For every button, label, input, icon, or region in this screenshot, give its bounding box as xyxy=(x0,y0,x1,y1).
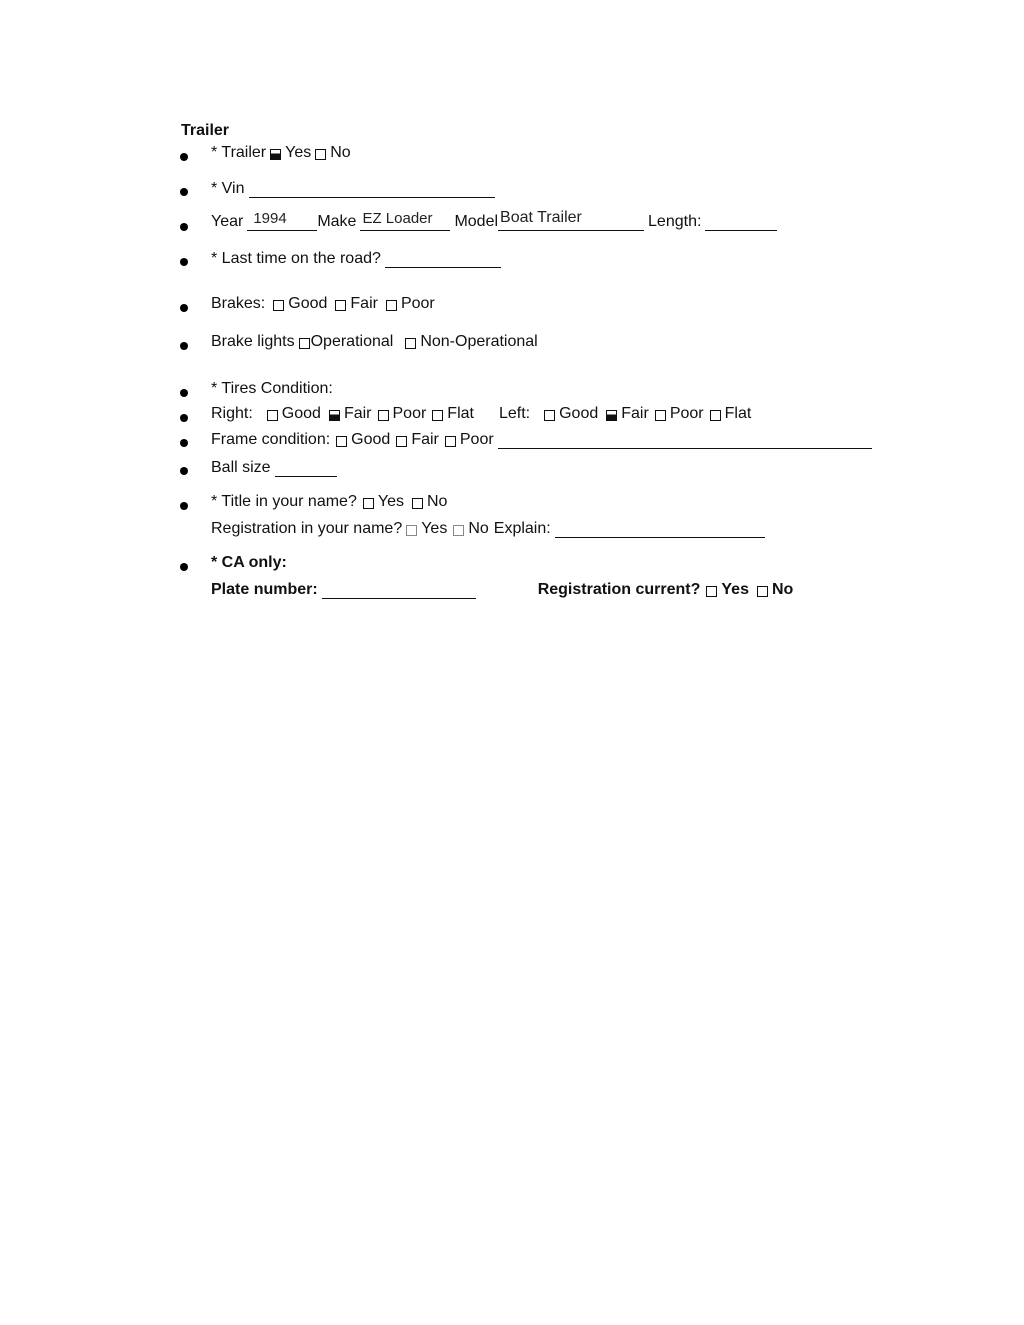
explain-label: Explain: xyxy=(493,520,551,537)
reg-current-label: Registration current? xyxy=(537,581,701,598)
make-label: Make xyxy=(317,213,357,230)
bullet xyxy=(180,502,188,510)
frame-row xyxy=(211,430,876,449)
brakes-fair-label: Fair xyxy=(350,295,378,312)
frame-poor-checkbox[interactable] xyxy=(445,436,456,447)
ca-only-label: * CA only: xyxy=(211,554,287,571)
brakes-poor-checkbox[interactable] xyxy=(386,300,397,311)
frame-fair-checkbox[interactable] xyxy=(396,436,407,447)
trailer-no-label: No xyxy=(330,144,351,161)
frame-good-checkbox[interactable] xyxy=(336,436,347,447)
brake-lights-operational-checkbox[interactable] xyxy=(299,338,310,349)
bullet xyxy=(180,223,188,231)
registration-no-label: No xyxy=(468,520,489,537)
bullet xyxy=(180,188,188,196)
trailer-label: * Trailer xyxy=(211,144,267,161)
plate-label: Plate number: xyxy=(211,581,318,598)
vehicle-details-row xyxy=(211,209,781,231)
title-label: * Title in your name? xyxy=(211,493,357,510)
last-time-field[interactable] xyxy=(385,249,501,268)
brakes-label: Brakes: xyxy=(211,295,266,312)
brakes-row xyxy=(211,295,435,313)
model-field[interactable] xyxy=(498,209,644,231)
frame-poor-label: Poor xyxy=(459,431,494,448)
title-row xyxy=(211,493,447,511)
plate-field[interactable] xyxy=(322,580,476,599)
ball-size-label: Ball size xyxy=(211,459,271,476)
left-fair-checkbox[interactable] xyxy=(606,410,617,421)
section-heading: Trailer xyxy=(181,122,230,139)
title-no-checkbox[interactable] xyxy=(412,498,423,509)
year-value: 1994 xyxy=(253,210,287,227)
registration-label: Registration in your name? xyxy=(211,520,403,537)
frame-notes-field[interactable] xyxy=(498,430,872,449)
title-yes-checkbox[interactable] xyxy=(363,498,374,509)
vin-label: * Vin xyxy=(211,180,245,197)
explain-field[interactable] xyxy=(555,519,765,538)
bullet xyxy=(180,439,188,447)
make-field[interactable] xyxy=(360,212,450,231)
reg-current-yes-checkbox[interactable] xyxy=(706,586,717,597)
brakes-fair-checkbox[interactable] xyxy=(335,300,346,311)
brakes-poor-label: Poor xyxy=(400,295,435,312)
trailer-row xyxy=(211,144,351,162)
brake-lights-label: Brake lights xyxy=(211,333,295,350)
vin-field[interactable] xyxy=(249,179,495,198)
brake-lights-operational-label: Operational xyxy=(310,333,394,350)
registration-yes-label: Yes xyxy=(421,520,448,537)
left-good-checkbox[interactable] xyxy=(544,410,555,421)
title-no-label: No xyxy=(426,493,448,510)
reg-current-yes-label: Yes xyxy=(721,581,749,598)
left-flat-checkbox[interactable] xyxy=(710,410,721,421)
tires-right-label: Right: xyxy=(211,405,253,422)
right-good-checkbox[interactable] xyxy=(267,410,278,421)
brake-lights-non-operational-checkbox[interactable] xyxy=(405,338,416,349)
length-field[interactable] xyxy=(705,212,777,231)
bullet xyxy=(180,414,188,422)
last-time-row xyxy=(211,249,505,268)
right-poor-checkbox[interactable] xyxy=(378,410,389,421)
bullet xyxy=(180,563,188,571)
bullet xyxy=(180,258,188,266)
model-label: Model xyxy=(454,213,499,230)
right-flat-label: Flat xyxy=(447,405,474,422)
left-poor-checkbox[interactable] xyxy=(655,410,666,421)
plate-row xyxy=(211,580,793,599)
left-poor-label: Poor xyxy=(669,405,704,422)
frame-fair-label: Fair xyxy=(411,431,439,448)
right-fair-label: Fair xyxy=(343,405,372,422)
last-time-label: * Last time on the road? xyxy=(211,250,381,267)
bullet xyxy=(180,304,188,312)
make-value: EZ Loader xyxy=(362,210,433,227)
tires-label: * Tires Condition: xyxy=(211,380,333,397)
tires-row xyxy=(211,405,751,423)
registration-yes-checkbox[interactable] xyxy=(406,525,417,536)
bullet xyxy=(180,467,188,475)
tires-heading-row xyxy=(211,380,333,398)
vin-row xyxy=(211,179,499,198)
length-label: Length: xyxy=(648,213,702,230)
brake-lights-row xyxy=(211,333,538,351)
left-good-label: Good xyxy=(559,405,599,422)
registration-row xyxy=(211,519,769,538)
registration-no-checkbox[interactable] xyxy=(453,525,464,536)
trailer-no-checkbox[interactable] xyxy=(315,149,326,160)
ball-size-field[interactable] xyxy=(275,458,337,477)
left-flat-label: Flat xyxy=(724,405,752,422)
right-flat-checkbox[interactable] xyxy=(432,410,443,421)
reg-current-no-checkbox[interactable] xyxy=(757,586,768,597)
year-label: Year xyxy=(211,213,244,230)
left-fair-label: Fair xyxy=(621,405,649,422)
bullet xyxy=(180,389,188,397)
bullet xyxy=(180,342,188,350)
right-fair-checkbox[interactable] xyxy=(329,410,340,421)
ball-size-row xyxy=(211,458,341,477)
trailer-yes-checkbox[interactable] xyxy=(270,149,281,160)
title-yes-label: Yes xyxy=(377,493,404,510)
model-value: Boat Trailer xyxy=(500,209,582,226)
trailer-yes-label: Yes xyxy=(285,144,312,161)
brakes-good-checkbox[interactable] xyxy=(273,300,284,311)
right-poor-label: Poor xyxy=(392,405,427,422)
frame-label: Frame condition: xyxy=(211,431,331,448)
reg-current-no-label: No xyxy=(771,581,794,598)
tires-left-label: Left: xyxy=(498,405,531,422)
ca-only-row xyxy=(211,554,287,572)
brake-lights-non-operational-label: Non-Operational xyxy=(420,333,538,350)
right-good-label: Good xyxy=(281,405,321,422)
brakes-good-label: Good xyxy=(288,295,328,312)
bullet xyxy=(180,153,188,161)
frame-good-label: Good xyxy=(351,431,391,448)
year-field[interactable] xyxy=(247,212,317,231)
